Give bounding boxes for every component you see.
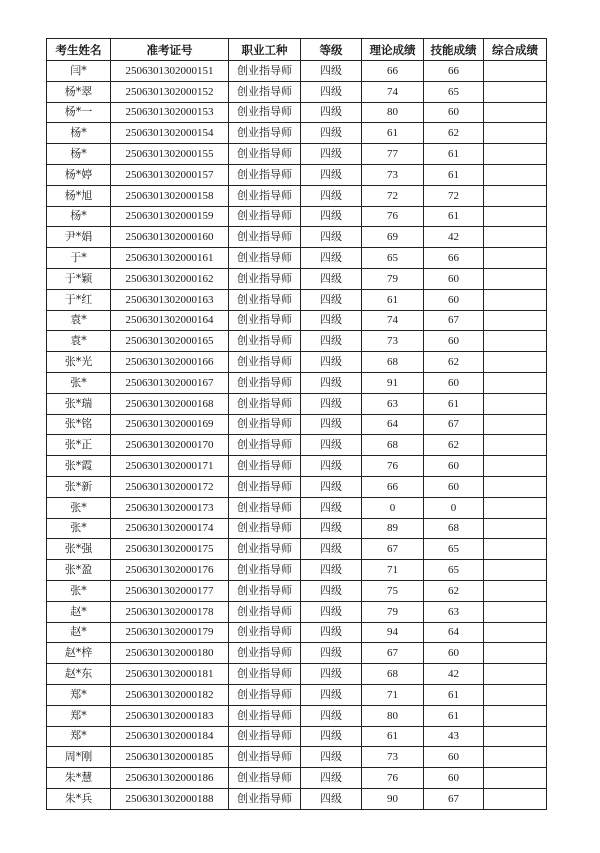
cell-name: 张* xyxy=(47,372,111,393)
header-id: 准考证号 xyxy=(111,39,229,61)
cell-job: 创业指导师 xyxy=(229,684,301,705)
table-row xyxy=(47,456,547,477)
cell-name: 赵*梓 xyxy=(47,643,111,664)
table-row xyxy=(47,393,547,414)
cell-total-score xyxy=(484,705,547,726)
cell-name: 于*颖 xyxy=(47,268,111,289)
cell-job: 创业指导师 xyxy=(229,206,301,227)
cell-theory-score: 74 xyxy=(362,310,424,331)
cell-theory-score: 64 xyxy=(362,414,424,435)
table-row xyxy=(47,518,547,539)
cell-level: 四级 xyxy=(301,601,362,622)
cell-theory-score: 90 xyxy=(362,788,424,809)
table-row xyxy=(47,726,547,747)
cell-name: 张*新 xyxy=(47,476,111,497)
cell-exam-id: 2506301302000158 xyxy=(111,185,229,206)
cell-level: 四级 xyxy=(301,61,362,82)
table-row xyxy=(47,227,547,248)
cell-exam-id: 2506301302000188 xyxy=(111,788,229,809)
cell-level: 四级 xyxy=(301,560,362,581)
cell-skill-score: 68 xyxy=(424,518,484,539)
cell-level: 四级 xyxy=(301,206,362,227)
cell-job: 创业指导师 xyxy=(229,81,301,102)
cell-theory-score: 73 xyxy=(362,331,424,352)
cell-total-score xyxy=(484,788,547,809)
cell-level: 四级 xyxy=(301,414,362,435)
cell-name: 张*霞 xyxy=(47,456,111,477)
cell-exam-id: 2506301302000171 xyxy=(111,456,229,477)
table-row xyxy=(47,248,547,269)
cell-name: 袁* xyxy=(47,310,111,331)
cell-total-score xyxy=(484,560,547,581)
table-row xyxy=(47,788,547,809)
cell-skill-score: 62 xyxy=(424,123,484,144)
cell-skill-score: 62 xyxy=(424,352,484,373)
table-row xyxy=(47,539,547,560)
cell-total-score xyxy=(484,476,547,497)
cell-level: 四级 xyxy=(301,185,362,206)
cell-job: 创业指导师 xyxy=(229,185,301,206)
cell-theory-score: 68 xyxy=(362,435,424,456)
cell-total-score xyxy=(484,726,547,747)
cell-total-score xyxy=(484,414,547,435)
cell-total-score xyxy=(484,601,547,622)
cell-job: 创业指导师 xyxy=(229,268,301,289)
table-row xyxy=(47,61,547,82)
header-skill: 技能成绩 xyxy=(424,39,484,61)
cell-name: 朱*兵 xyxy=(47,788,111,809)
cell-theory-score: 67 xyxy=(362,643,424,664)
cell-total-score xyxy=(484,331,547,352)
cell-skill-score: 61 xyxy=(424,393,484,414)
cell-level: 四级 xyxy=(301,268,362,289)
table-row xyxy=(47,601,547,622)
header-name: 考生姓名 xyxy=(47,39,111,61)
cell-level: 四级 xyxy=(301,726,362,747)
cell-skill-score: 67 xyxy=(424,414,484,435)
cell-exam-id: 2506301302000181 xyxy=(111,664,229,685)
cell-exam-id: 2506301302000185 xyxy=(111,747,229,768)
cell-skill-score: 42 xyxy=(424,664,484,685)
cell-level: 四级 xyxy=(301,102,362,123)
cell-job: 创业指导师 xyxy=(229,456,301,477)
table-row xyxy=(47,664,547,685)
cell-total-score xyxy=(484,664,547,685)
cell-theory-score: 77 xyxy=(362,144,424,165)
cell-job: 创业指导师 xyxy=(229,497,301,518)
cell-theory-score: 76 xyxy=(362,206,424,227)
table-row xyxy=(47,123,547,144)
cell-job: 创业指导师 xyxy=(229,705,301,726)
cell-name: 张*盈 xyxy=(47,560,111,581)
cell-theory-score: 89 xyxy=(362,518,424,539)
table-row xyxy=(47,580,547,601)
cell-name: 赵* xyxy=(47,601,111,622)
cell-theory-score: 76 xyxy=(362,768,424,789)
cell-theory-score: 74 xyxy=(362,81,424,102)
cell-name: 张* xyxy=(47,497,111,518)
cell-name: 赵*东 xyxy=(47,664,111,685)
cell-total-score xyxy=(484,643,547,664)
cell-skill-score: 67 xyxy=(424,310,484,331)
cell-theory-score: 67 xyxy=(362,539,424,560)
cell-job: 创业指导师 xyxy=(229,518,301,539)
cell-exam-id: 2506301302000164 xyxy=(111,310,229,331)
cell-job: 创业指导师 xyxy=(229,123,301,144)
header-job: 职业工种 xyxy=(229,39,301,61)
table-row xyxy=(47,331,547,352)
cell-job: 创业指导师 xyxy=(229,580,301,601)
cell-skill-score: 61 xyxy=(424,164,484,185)
cell-name: 郑* xyxy=(47,684,111,705)
cell-theory-score: 80 xyxy=(362,705,424,726)
cell-skill-score: 60 xyxy=(424,289,484,310)
cell-total-score xyxy=(484,684,547,705)
cell-theory-score: 72 xyxy=(362,185,424,206)
cell-skill-score: 61 xyxy=(424,144,484,165)
table-row xyxy=(47,164,547,185)
cell-exam-id: 2506301302000175 xyxy=(111,539,229,560)
cell-job: 创业指导师 xyxy=(229,747,301,768)
cell-skill-score: 60 xyxy=(424,476,484,497)
cell-exam-id: 2506301302000160 xyxy=(111,227,229,248)
table-row xyxy=(47,768,547,789)
cell-exam-id: 2506301302000154 xyxy=(111,123,229,144)
cell-name: 张*强 xyxy=(47,539,111,560)
cell-total-score xyxy=(484,227,547,248)
cell-total-score xyxy=(484,393,547,414)
table-row xyxy=(47,560,547,581)
cell-exam-id: 2506301302000159 xyxy=(111,206,229,227)
cell-theory-score: 80 xyxy=(362,102,424,123)
cell-skill-score: 65 xyxy=(424,560,484,581)
cell-job: 创业指导师 xyxy=(229,726,301,747)
cell-job: 创业指导师 xyxy=(229,393,301,414)
header-total: 综合成绩 xyxy=(484,39,547,61)
cell-total-score xyxy=(484,102,547,123)
cell-job: 创业指导师 xyxy=(229,61,301,82)
cell-theory-score: 79 xyxy=(362,268,424,289)
cell-exam-id: 2506301302000165 xyxy=(111,331,229,352)
cell-theory-score: 91 xyxy=(362,372,424,393)
table-row xyxy=(47,144,547,165)
cell-skill-score: 0 xyxy=(424,497,484,518)
cell-level: 四级 xyxy=(301,705,362,726)
cell-level: 四级 xyxy=(301,81,362,102)
cell-total-score xyxy=(484,248,547,269)
cell-skill-score: 61 xyxy=(424,684,484,705)
cell-theory-score: 71 xyxy=(362,560,424,581)
cell-exam-id: 2506301302000170 xyxy=(111,435,229,456)
cell-skill-score: 66 xyxy=(424,61,484,82)
cell-theory-score: 0 xyxy=(362,497,424,518)
cell-theory-score: 65 xyxy=(362,248,424,269)
header-theory: 理论成绩 xyxy=(362,39,424,61)
cell-exam-id: 2506301302000182 xyxy=(111,684,229,705)
table-row xyxy=(47,185,547,206)
cell-level: 四级 xyxy=(301,310,362,331)
cell-job: 创业指导师 xyxy=(229,352,301,373)
cell-total-score xyxy=(484,164,547,185)
cell-job: 创业指导师 xyxy=(229,372,301,393)
cell-exam-id: 2506301302000166 xyxy=(111,352,229,373)
cell-name: 杨*翠 xyxy=(47,81,111,102)
cell-total-score xyxy=(484,622,547,643)
cell-exam-id: 2506301302000173 xyxy=(111,497,229,518)
cell-exam-id: 2506301302000178 xyxy=(111,601,229,622)
cell-exam-id: 2506301302000183 xyxy=(111,705,229,726)
score-table xyxy=(46,38,547,810)
cell-name: 张*铭 xyxy=(47,414,111,435)
table-row xyxy=(47,435,547,456)
cell-skill-score: 67 xyxy=(424,788,484,809)
cell-theory-score: 73 xyxy=(362,747,424,768)
cell-skill-score: 63 xyxy=(424,601,484,622)
cell-skill-score: 60 xyxy=(424,768,484,789)
cell-name: 于*红 xyxy=(47,289,111,310)
cell-job: 创业指导师 xyxy=(229,310,301,331)
cell-total-score xyxy=(484,310,547,331)
cell-level: 四级 xyxy=(301,747,362,768)
cell-skill-score: 60 xyxy=(424,102,484,123)
cell-theory-score: 73 xyxy=(362,164,424,185)
table-row xyxy=(47,684,547,705)
cell-name: 袁* xyxy=(47,331,111,352)
cell-total-score xyxy=(484,456,547,477)
cell-job: 创业指导师 xyxy=(229,289,301,310)
cell-theory-score: 66 xyxy=(362,61,424,82)
cell-theory-score: 61 xyxy=(362,123,424,144)
cell-name: 闫* xyxy=(47,61,111,82)
cell-name: 赵* xyxy=(47,622,111,643)
cell-theory-score: 63 xyxy=(362,393,424,414)
cell-exam-id: 2506301302000162 xyxy=(111,268,229,289)
cell-exam-id: 2506301302000157 xyxy=(111,164,229,185)
table-row xyxy=(47,268,547,289)
cell-job: 创业指导师 xyxy=(229,414,301,435)
cell-name: 于* xyxy=(47,248,111,269)
cell-job: 创业指导师 xyxy=(229,560,301,581)
cell-name: 杨* xyxy=(47,206,111,227)
cell-total-score xyxy=(484,268,547,289)
cell-exam-id: 2506301302000180 xyxy=(111,643,229,664)
cell-total-score xyxy=(484,768,547,789)
cell-name: 杨* xyxy=(47,144,111,165)
table-row xyxy=(47,497,547,518)
cell-job: 创业指导师 xyxy=(229,643,301,664)
table-body xyxy=(47,61,547,810)
table-row xyxy=(47,289,547,310)
cell-name: 张*正 xyxy=(47,435,111,456)
cell-level: 四级 xyxy=(301,643,362,664)
cell-exam-id: 2506301302000169 xyxy=(111,414,229,435)
cell-total-score xyxy=(484,580,547,601)
cell-exam-id: 2506301302000168 xyxy=(111,393,229,414)
cell-level: 四级 xyxy=(301,123,362,144)
cell-skill-score: 60 xyxy=(424,456,484,477)
cell-job: 创业指导师 xyxy=(229,435,301,456)
cell-total-score xyxy=(484,61,547,82)
cell-total-score xyxy=(484,747,547,768)
cell-exam-id: 2506301302000155 xyxy=(111,144,229,165)
cell-skill-score: 65 xyxy=(424,539,484,560)
cell-exam-id: 2506301302000163 xyxy=(111,289,229,310)
cell-level: 四级 xyxy=(301,768,362,789)
cell-theory-score: 75 xyxy=(362,580,424,601)
cell-exam-id: 2506301302000184 xyxy=(111,726,229,747)
cell-exam-id: 2506301302000174 xyxy=(111,518,229,539)
cell-job: 创业指导师 xyxy=(229,768,301,789)
cell-skill-score: 62 xyxy=(424,580,484,601)
cell-theory-score: 79 xyxy=(362,601,424,622)
cell-job: 创业指导师 xyxy=(229,144,301,165)
cell-level: 四级 xyxy=(301,435,362,456)
cell-exam-id: 2506301302000172 xyxy=(111,476,229,497)
cell-skill-score: 65 xyxy=(424,81,484,102)
cell-skill-score: 60 xyxy=(424,268,484,289)
cell-skill-score: 60 xyxy=(424,643,484,664)
table-row xyxy=(47,102,547,123)
cell-level: 四级 xyxy=(301,144,362,165)
cell-level: 四级 xyxy=(301,352,362,373)
cell-job: 创业指导师 xyxy=(229,102,301,123)
cell-level: 四级 xyxy=(301,622,362,643)
cell-level: 四级 xyxy=(301,788,362,809)
cell-job: 创业指导师 xyxy=(229,539,301,560)
cell-skill-score: 66 xyxy=(424,248,484,269)
cell-name: 张* xyxy=(47,518,111,539)
cell-job: 创业指导师 xyxy=(229,248,301,269)
cell-skill-score: 60 xyxy=(424,747,484,768)
cell-job: 创业指导师 xyxy=(229,227,301,248)
cell-skill-score: 72 xyxy=(424,185,484,206)
cell-job: 创业指导师 xyxy=(229,601,301,622)
cell-name: 朱*慧 xyxy=(47,768,111,789)
cell-level: 四级 xyxy=(301,518,362,539)
cell-level: 四级 xyxy=(301,372,362,393)
cell-exam-id: 2506301302000167 xyxy=(111,372,229,393)
cell-exam-id: 2506301302000179 xyxy=(111,622,229,643)
cell-exam-id: 2506301302000161 xyxy=(111,248,229,269)
cell-level: 四级 xyxy=(301,580,362,601)
cell-level: 四级 xyxy=(301,227,362,248)
cell-skill-score: 64 xyxy=(424,622,484,643)
table-row xyxy=(47,622,547,643)
cell-name: 杨*一 xyxy=(47,102,111,123)
cell-name: 尹*娟 xyxy=(47,227,111,248)
cell-job: 创业指导师 xyxy=(229,788,301,809)
cell-theory-score: 61 xyxy=(362,289,424,310)
cell-job: 创业指导师 xyxy=(229,164,301,185)
cell-total-score xyxy=(484,497,547,518)
cell-theory-score: 66 xyxy=(362,476,424,497)
cell-skill-score: 60 xyxy=(424,372,484,393)
cell-total-score xyxy=(484,518,547,539)
cell-exam-id: 2506301302000177 xyxy=(111,580,229,601)
cell-skill-score: 43 xyxy=(424,726,484,747)
header-row xyxy=(47,39,547,61)
cell-total-score xyxy=(484,372,547,393)
table-row xyxy=(47,372,547,393)
table-row xyxy=(47,352,547,373)
table-row xyxy=(47,476,547,497)
cell-name: 杨* xyxy=(47,123,111,144)
cell-total-score xyxy=(484,352,547,373)
cell-theory-score: 94 xyxy=(362,622,424,643)
cell-level: 四级 xyxy=(301,393,362,414)
cell-theory-score: 76 xyxy=(362,456,424,477)
cell-level: 四级 xyxy=(301,331,362,352)
cell-name: 周*刚 xyxy=(47,747,111,768)
cell-exam-id: 2506301302000186 xyxy=(111,768,229,789)
cell-exam-id: 2506301302000176 xyxy=(111,560,229,581)
cell-total-score xyxy=(484,539,547,560)
cell-skill-score: 61 xyxy=(424,206,484,227)
cell-total-score xyxy=(484,123,547,144)
cell-skill-score: 60 xyxy=(424,331,484,352)
cell-total-score xyxy=(484,144,547,165)
table-row xyxy=(47,643,547,664)
cell-job: 创业指导师 xyxy=(229,664,301,685)
header-level: 等级 xyxy=(301,39,362,61)
cell-level: 四级 xyxy=(301,497,362,518)
cell-level: 四级 xyxy=(301,539,362,560)
cell-skill-score: 62 xyxy=(424,435,484,456)
cell-name: 郑* xyxy=(47,705,111,726)
table-row xyxy=(47,747,547,768)
cell-name: 杨*旭 xyxy=(47,185,111,206)
cell-theory-score: 71 xyxy=(362,684,424,705)
cell-name: 张*瑞 xyxy=(47,393,111,414)
cell-job: 创业指导师 xyxy=(229,331,301,352)
cell-total-score xyxy=(484,289,547,310)
table-row xyxy=(47,414,547,435)
cell-name: 郑* xyxy=(47,726,111,747)
cell-skill-score: 61 xyxy=(424,705,484,726)
cell-level: 四级 xyxy=(301,456,362,477)
cell-theory-score: 68 xyxy=(362,352,424,373)
table-row xyxy=(47,705,547,726)
table-row xyxy=(47,310,547,331)
cell-level: 四级 xyxy=(301,248,362,269)
cell-name: 张* xyxy=(47,580,111,601)
table-row xyxy=(47,81,547,102)
cell-total-score xyxy=(484,185,547,206)
cell-job: 创业指导师 xyxy=(229,476,301,497)
cell-total-score xyxy=(484,81,547,102)
cell-level: 四级 xyxy=(301,289,362,310)
cell-skill-score: 42 xyxy=(424,227,484,248)
cell-name: 杨*婷 xyxy=(47,164,111,185)
cell-level: 四级 xyxy=(301,476,362,497)
cell-level: 四级 xyxy=(301,684,362,705)
cell-level: 四级 xyxy=(301,664,362,685)
cell-exam-id: 2506301302000153 xyxy=(111,102,229,123)
cell-level: 四级 xyxy=(301,164,362,185)
table-row xyxy=(47,206,547,227)
cell-name: 张*光 xyxy=(47,352,111,373)
cell-total-score xyxy=(484,435,547,456)
cell-theory-score: 68 xyxy=(362,664,424,685)
cell-total-score xyxy=(484,206,547,227)
cell-theory-score: 69 xyxy=(362,227,424,248)
cell-exam-id: 2506301302000151 xyxy=(111,61,229,82)
cell-exam-id: 2506301302000152 xyxy=(111,81,229,102)
cell-theory-score: 61 xyxy=(362,726,424,747)
cell-job: 创业指导师 xyxy=(229,622,301,643)
